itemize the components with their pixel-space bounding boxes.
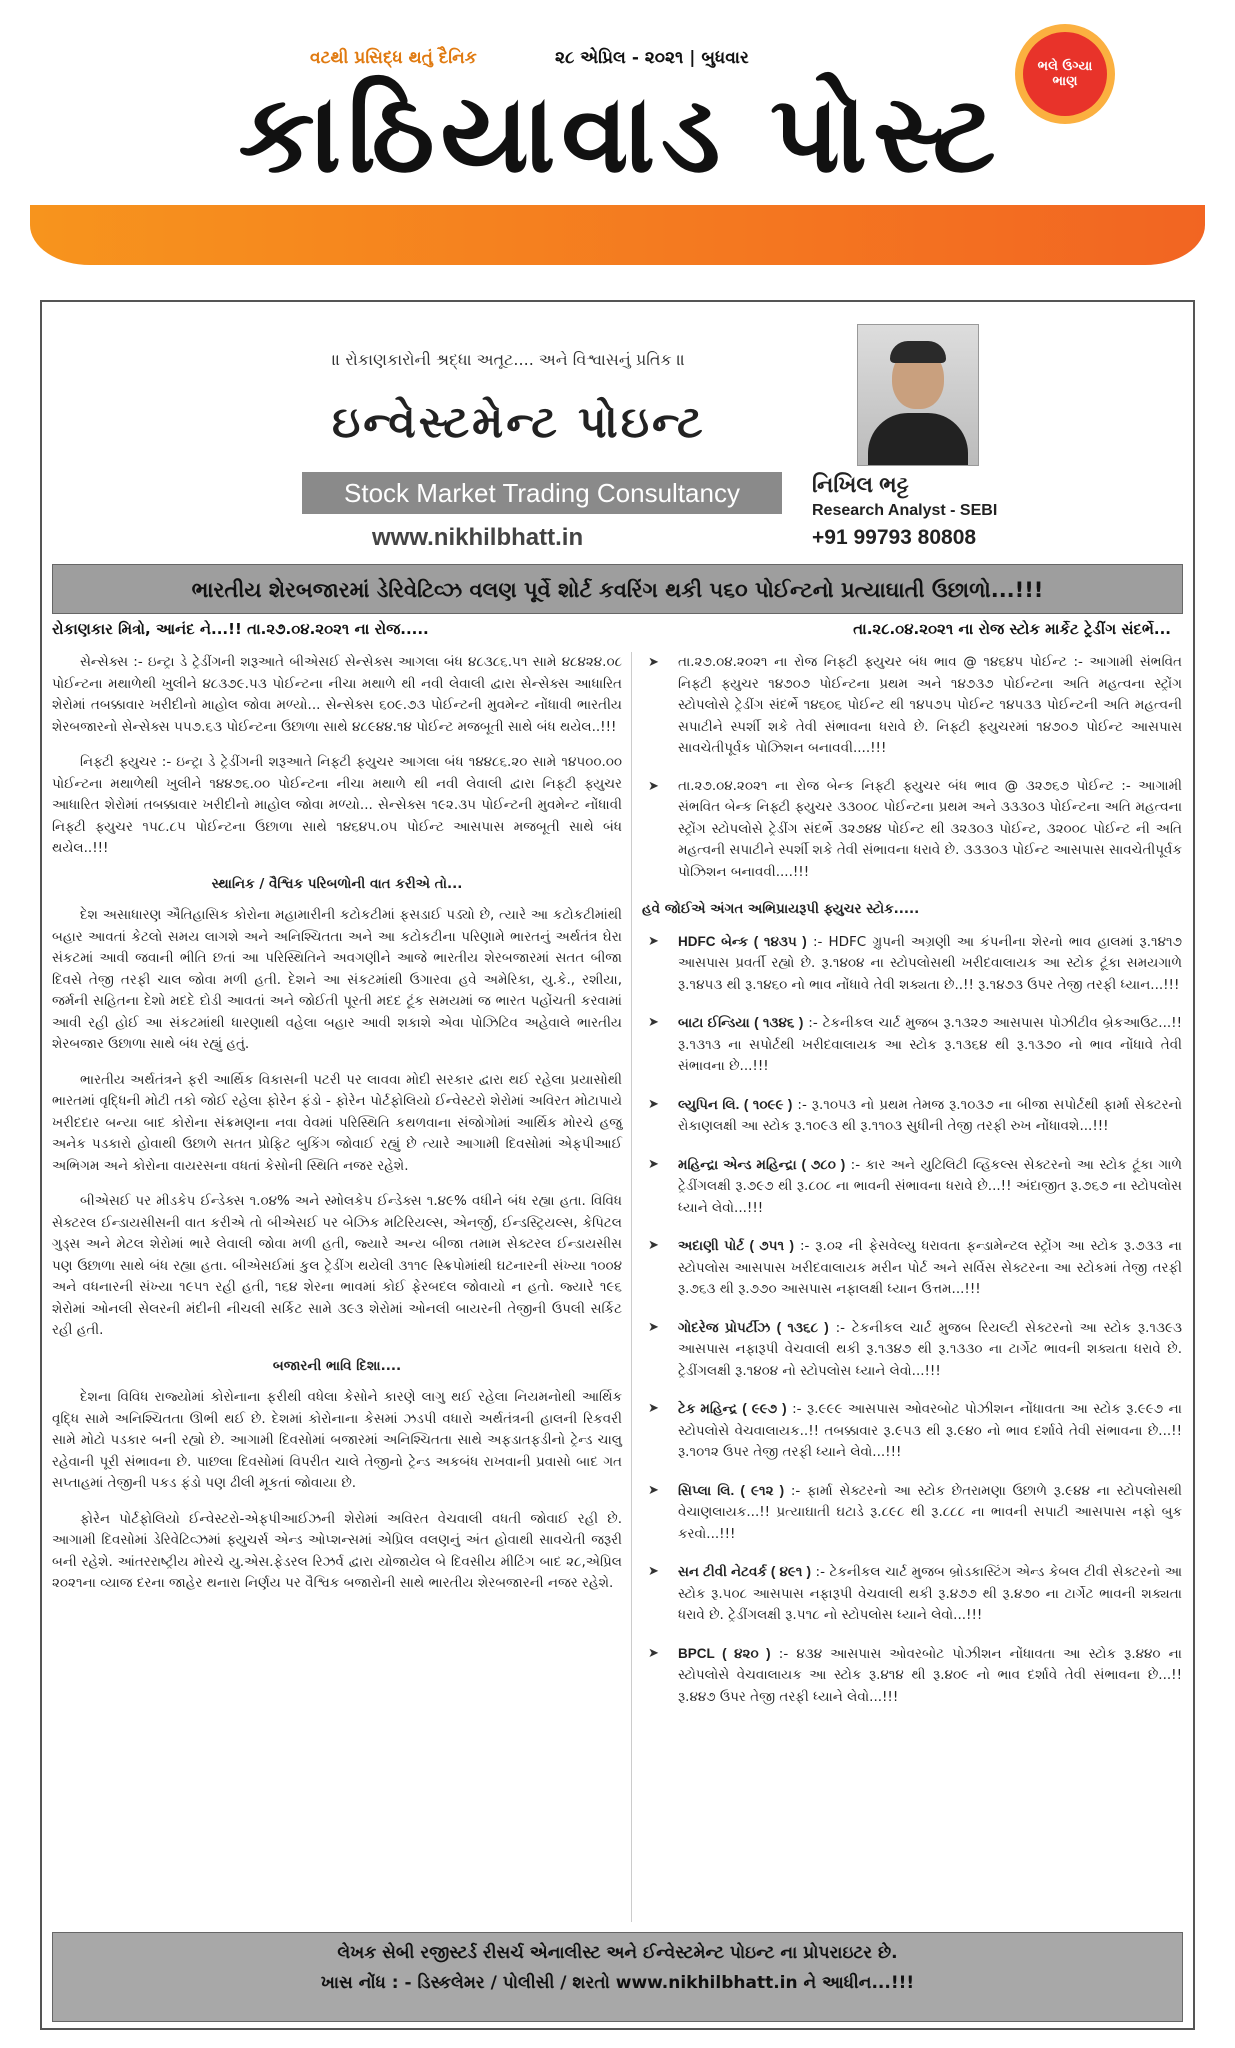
section-heading-stocks: હવે જોઈએ અંગત અભિપ્રાયરૂપી ફ્યુચર સ્ટોક..... [642,901,920,917]
arrow-icon: ➤ [648,778,659,794]
stock-item [642,1480,1182,1546]
paragraph-factors-2: ભારતીય અર્થતંત્રને ફરી આર્થિક વિકાસની પટરી પર લાવવા મોદી સરકાર દ્વારા થઈ રહેલા પ્રયાસોથી ભારતમાં વૃદ્ધિની મોટી તકો જોઈ રહેલા ફોરેન ફંડો - ફોરેન પોર્ટફોલિયો ઈન્વેસ્ટરો શેરોમાં અવિરત મોટાપાયે ખરીદદાર બન્યા બાદ કોરોના સંક્રમણના નવા વેવમાં પરિસ્થિતિ કથળવાના સંજોગોમાં આર્થિક મોરચે હજુ અનેક પડકારો હોવાથી ઉછાળે સતત પ્રોફિટ બુકિંગ જોવાઈ રહ્યું છે ત્યારે આગામી દિવસોમાં એફપીઆઈ અભિગમ અને કોરોના વાયરસના વધતાં કેસોની સ્થિતિ નજર રહેશે. [52,1071,622,1174]
column-divider [631,652,632,1922]
arrow-icon: ➤ [648,1156,659,1172]
stock-item [642,1012,1182,1078]
stock-item [642,1317,1182,1383]
footer-band [52,1932,1183,2022]
stock-text: :- રૂ.૯૯૯ આસપાસ ઓવરબોટ પોઝીશન નોંધાવતા આ સ્ટોક રૂ.૯૯૭ ના સ્ટોપલોસે વેચવાલાયક..!! તબક્કાવાર રૂ.૯૫૩ થી રૂ.૯૪૦ નો ભાવ દર્શાવે તેવી સંભાવના છે...!! રૂ.૧૦૧૨ ઉપર તેજી તરફી ધ્યાને લેવો...!!! [678,1401,1182,1460]
stock-name: ગોદરેજ પ્રોપર્ટીઝ ( ૧૩૬૮ ) [678,1319,829,1335]
stock-name: લ્યુપિન લિ. ( ૧૦૯૯ ) [678,1096,793,1112]
paragraph-nifty: નિફ્ટી ફ્યુચર :- ઇન્ટ્રા ડે ટ્રેડીંગની શરૂઆતે નિફ્ટી ફ્યુચર આગલા બંધ ૧૪૪૮૬.૨૦ સામે ૧૪૫૦૦.૦૦ પોઈન્ટના મથાળેથી ખુલીને ૧૪૪૭૬.૦૦ પોઈન્ટના નીચા મથાળે થી નવી લેવાલી દ્વારા નિફ્ટી ફ્યુચર આધારિત શેરોમાં તબક્કાવાર ખરીદીનો માહોલ જોવા મળ્યો... સેન્સેક્સ ૧૯૨.૩૫ પોઈન્ટની મુવમેન્ટ નોંધાવી નિફ્ટી ફ્યુચર ૧૫૮.૮૫ પોઈન્ટના ઉછાળા સાથે ૧૪૬૪૫.૦૫ પોઈન્ટ આસપાસ મજબૂતી સાથે બંધ થયેલ..!!! [52,754,622,856]
analyst-name: નિખિલ ભટ્ટ [812,472,909,497]
paragraph-factors-1: દેશ અસાધારણ ઐતિહાસિક કોરોના મહામારીની કટોકટીમાં ફસડાઈ પડ્યો છે, ત્યારે આ કટોકટીમાંથી બહાર આવતાં કેટલો સમય લાગશે અને અનિશ્ચિતતા અને આ કટોકટીના પરિણામે ભારતનું અર્થતંત્ર ઘેરા સંકટમાં આવી જવાની ભીતિ છતાં આ પરિસ્થિતિને અવગણીને આજે ભારતીય શેરબજારમાં સતત બીજા દિવસે તેજી તરફી ચાલ જોવા મળી હતી. દેશને આ સંકટમાંથી ઉગારવા હવે અમેરિકા, યુ.કે., રશીયા, જર્મની સહિતના દેશો મદદે દોડી આવતાં અને જોઈતી પૂરતી મદદ ટૂંક સમયમાં જ ભારત પહોંચતી કરવામાં આવી રહી હોઈ આ સંકટમાંથી ધારણાથી વહેલા બહાર આવી શકાશે એવા પોઝિટિવ અહેવાલે ભારતીય શેરબજાર ઉછાળા સાથે બંધ રહ્યું હતું. [52,907,622,1052]
ad-header [42,302,1193,564]
paragraph-outlook-2: ફોરેન પોર્ટફોલિયો ઈન્વેસ્ટરો-એફપીઆઈઝની શેરોમાં અવિરત વેચવાલી વધતી જોવાઈ રહી છે. આગામી દિવસોમાં ડેરિવેટિવ્ઝમાં ફ્યુચર્સ એન્ડ ઓપ્શન્સમાં એપ્રિલ વલણનું અંત હોવાથી સાવચેતી જરૂરી બની રહેશે. આંતરરાષ્ટ્રીય મોરચે યુ.એસ.ફેડરલ રિઝર્વ દ્વારા યોજાયેલ બે દિવસીય મીટિંગ બાદ ૨૮,એપ્રિલ ૨૦૨૧ના વ્યાજ દરના જાહેર થનારા નિર્ણય પર વૈશ્વિક બજારોની સાથે ભારતીય શેરબજારની નજર રહેશે. [52,1510,622,1591]
nifty-future-text: તા.૨૭.૦૪.૨૦૨૧ ના રોજ નિફ્ટી ફ્યુચર બંધ ભાવ @ ૧૪૬૪૫ પોઈન્ટ :- આગામી સંભવિત નિફ્ટી ફ્યુચર ૧૪૭૦૭ પોઈન્ટના પ્રથમ અને ૧૪૭૩૭ પોઈન્ટના અતિ મહત્વના સ્ટ્રોંગ સ્ટોપલોસે ટ્રેડીંગ સંદર્ભે ૧૪૬૦૬ પોઈન્ટ થી ૧૪૫૭૫ પોઈન્ટ ૧૪૫૩૩ પોઈન્ટની અતિ મહત્વની સપાટીને સ્પર્શી શકે તેવી સંભાવના ધરાવે છે. નિફ્ટી ફ્યુચરમાં ૧૪૭૦૭ પોઈન્ટ આસપાસ સાવચેતીપૂર્વક પોઝિશન બનાવવી....!!! [678,654,1182,756]
photo-hair [890,341,946,363]
arrow-icon: ➤ [648,1482,659,1498]
greeting: રોકાણકાર મિત્રો, આનંદ ને...!! તા.૨૭.૦૪.૨૦૨૧ ના રોજ..... [52,620,429,638]
stock-name: અદાણી પોર્ટ ( ૭૫૧ ) [678,1238,795,1253]
stock-item [642,1094,1182,1138]
footer-disclaimer: ખાસ નોંધ : - ડિસ્કલેમર / પોલીસી / શરતો www.nikhilbhatt.in ને આધીન...!!! [320,1973,915,1993]
stock-name: સન ટીવી નેટવર્ક ( ૪૯૧ ) [678,1564,811,1579]
footer-author-note: લેખક સેબી રજીસ્ટર્ડ રીસર્ચ એનાલીસ્ટ અને ઈન્વેસ્ટમેન્ટ પોઇન્ટ ના પ્રોપરાઇટર છે. [337,1943,898,1963]
masthead [0,0,1235,300]
stock-item [642,1154,1182,1220]
stock-name: BPCL ( ૪૨૦ ) [678,1645,771,1661]
ad-motto: ॥ રોકાણકારોની શ્રદ્ધા અતૂટ.... અને વિશ્વાસનું પ્રતિક ॥ [332,350,686,369]
stock-item [642,1561,1182,1627]
masthead-tagline: વટથી પ્રસિદ્ધ થતું દૈનિક [310,48,477,68]
arrow-icon: ➤ [648,1096,659,1112]
paragraph-factors-3: બીએસઈ પર મીડકેપ ઈન્ડેક્સ ૧.૦૪% અને સ્મોલકેપ ઈન્ડેક્સ ૧.૪૯% વધીને બંધ રહ્યા હતા. વિવિધ સેક્ટરલ ઈન્ડાયસીસની વાત કરીએ તો બીએસઈ પર બેઝિક મટિરિયલ્સ, એનર્જી, ઈન્ડસ્ટ્રિયલ્સ, કેપિટલ ગુડ્સ અને મેટલ શેરોમાં ભારે લેવાલી જોવા મળી હતી, જ્યારે અન્ય બીજા તમામ સેક્ટરલ ઈન્ડાયસીસ પણ ઉછાળા સાથે બંધ રહ્યા હતા. બીએસઈમાં કુલ ટ્રેડીંગ થયેલી ૩૧૧૯ સ્ક્રિપોમાંથી ઘટનારની સંખ્યા ૧૦૦૪ અને વધનારની સંખ્યા ૧૯૫૧ રહી હતી, ૧૬૪ શેરના ભાવમાં કોઈ ફેરબદલ જોવાયો ન હતો. જ્યારે ૧૯૬ શેરોમાં ઓનલી સેલરની મંદીની નીચલી સર્કિટ સામે ૩૯૩ શેરોમાં ઓનલી બાયરની તેજીની ઉપલી સર્કિટ રહી હતી. [52,1193,622,1338]
stock-text: :- ટેકનીકલ ચાર્ટ મુજબ રિયલ્ટી સેક્ટરનો આ સ્ટોક રૂ.૧૩૯૩ આસપાસ નફારૂપી વેચવાલી થકી રૂ.૧૩૪૭ થી રૂ.૧૩૩૦ ના ટાર્ગેટ ભાવની શક્યતા ધરાવે છે. ટ્રેડીંગલક્ષી રૂ.૧૪૦૪ નો સ્ટોપલોસ ધ્યાને લેવો...!!! [678,1319,1182,1379]
stock-name: સિપ્લા લિ. ( ૯૧૨ ) [678,1482,785,1498]
advertorial-frame [40,300,1195,2030]
masthead-orange-band [30,205,1205,265]
section-heading-outlook: બજારની ભાવિ દિશા.... [272,1357,402,1374]
arrow-icon: ➤ [648,1319,659,1335]
arrow-icon: ➤ [648,933,659,949]
stock-text: :- રૂ.૦૨ ની ફેસવેલ્યુ ધરાવતા ફન્ડામેન્ટલ સ્ટ્રોંગ આ સ્ટોક રૂ.૭૩૩ ના સ્ટોપલોસ આસપાસ ખરીદવાલાયક મરીન પોર્ટ અને સર્વિસ સેક્ટરના આ સ્ટોકમાં તેજી તરફી રૂ.૭૬૩ થી રૂ.૭૭૦ આસપાસ નફાલક્ષી ધ્યાન ઉત્તમ...!!! [678,1238,1182,1297]
stock-item [642,1643,1182,1709]
analyst-photo [857,324,979,466]
right-intro: તા.૨૮.૦૪.૨૦૨૧ ના રોજ સ્ટોક માર્કેટ ટ્રેડીંગ સંદર્ભે... [853,620,1171,638]
photo-body [868,413,968,465]
analyst-phone[interactable]: +91 99793 80808 [812,526,977,549]
masthead-date: ૨૮ એપ્રિલ - ૨૦૨૧ | બુધવાર [555,48,749,68]
stock-name: મહિન્દ્રા એન્ડ મહિન્દ્રા ( ૭૮૦ ) [678,1156,846,1172]
arrow-icon: ➤ [648,1645,659,1661]
stock-name: ટેક મહિન્દ્ર ( ૯૯૭ ) [678,1401,787,1416]
analyst-role: Research Analyst - SEBI [812,502,998,519]
left-column [52,652,622,1609]
paragraph-sensex: સેન્સેક્સ :- ઇન્ટ્રા ડે ટ્રેડીંગની શરૂઆતે બીએસઈ સેન્સેક્સ આગલા બંધ ૪૮૩૮૬.૫૧ સામે ૪૮૪૨૪.૦૮ પોઈન્ટના મથાળેથી ખુલીને ૪૮૩૭૯.૫૩ પોઈન્ટના નીચા મથાળે થી નવી લેવાલી દ્વારા સેન્સેક્સ આધારિત શેરોમાં તબક્કાવાર ખરીદીનો માહોલ જોવા મળ્યો... સેન્સેક્સ ૬૦૯.૭૩ પોઈન્ટની મુવમેન્ટ નોંધાવી ભારતીય શેરબજારનો સેન્સેક્સ ૫૫૭.૬૩ પોઈન્ટના ઉછાળા સાથે ૪૮૯૪૪.૧૪ પોઈન્ટ મજબૂતી સાથે બંધ થયેલ..!!! [52,654,622,735]
arrow-icon: ➤ [648,1238,659,1253]
bank-nifty-item [642,776,1182,884]
stock-name: બાટા ઈન્ડિયા ( ૧૩૪૬ ) [678,1015,804,1030]
arrow-icon: ➤ [648,655,659,670]
stock-item [642,1235,1182,1301]
stock-text: :- કાર અને યુટિલિટી વ્હિકલ્સ સેક્ટરનો આ સ્ટોક ટૂંકા ગાળે ટ્રેડીંગલક્ષી રૂ.૭૯૭ થી રૂ.૮૦૮ ના ભાવની સંભાવના ધરાવે છે...!! અંદાજીત રૂ.૭૬૭ ના સ્ટોપલોસ ધ્યાને લેવો...!!! [678,1156,1183,1216]
arrow-icon: ➤ [648,1401,659,1416]
ad-website-link[interactable]: www.nikhilbhatt.in [372,524,584,551]
stock-item [642,931,1182,997]
section-heading-factors: સ્થાનિક / વૈશ્વિક પરિબળોની વાત કરીએ તો... [211,875,463,892]
paragraph-outlook-1: દેશના વિવિધ રાજ્યોમાં કોરોનાના ફરીથી વધેલા કેસોને કારણે લાગુ થઈ રહેલા નિયમનોથી આર્થિક વૃદ્ધિ સામે અનિશ્ચિતતા ઊભી થઈ છે. દેશમાં કોરોનાના કેસમાં ઝડપી વધારો અર્થતંત્રની હાલની રિકવરી સામે મોટો પડકાર બની રહ્યો છે. આગામી દિવસોમાં બજારમાં અનિશ્ચિતતા સાથે અફડાતફડીનો ટ્રેન્ડ ચાલુ રહેવાની પૂરી સંભાવના છે. પાછલા દિવસોમાં વિપરીત ચાલે તેજીનો ટ્રેન્ડ અકબંધ રાખવાની પ્રવાસો બાદ ગત સપ્તાહમાં તેજીની પકડ ફંડો પણ ઢીલી મૂકતાં જોવાયા છે. [52,1389,622,1491]
stock-text: :- ૪૩૪ આસપાસ ઓવરબોટ પોઝીશન નોંધાવતા આ સ્ટોક રૂ.૪૪૦ ના સ્ટોપલોસે વેચવાલાયક આ સ્ટોક રૂ.૪૧૪ થી રૂ.૪૦૯ નો ભાવ દર્શાવે તેવી સંભાવના છે...!! રૂ.૪૪૭ ઉપર તેજી તરફી ધ્યાને લેવો...!!! [678,1645,1182,1705]
stock-text: :- ફાર્મા સેક્ટરનો આ સ્ટોક છેતરામણા ઉછાળે રૂ.૯૪૪ ના સ્ટોપલોસથી વેચાણલાયક...!! પ્રત્યાઘાતી ઘટાડે રૂ.૮૯૮ થી રૂ.૮૮૮ ના ભાવની સપાટી આસપાસ નફો બુક કરવો...!!! [678,1482,1182,1542]
stock-text: :- HDFC ગ્રુપની અગ્રણી આ કંપનીના શેરનો ભાવ હાલમાં રૂ.૧૪૧૭ આસપાસ પ્રવર્તી રહ્યો છે. રૂ.૧૪૦૪ ના સ્ટોપલોસથી ખરીદવાલાયક આ સ્ટોક ટૂંકા સમયગાળે રૂ.૧૪૫૩ થી રૂ.૧૪૬૦ નો ભાવ નોંધાવે તેવી શક્યતા છે..!! રૂ.૧૪૭૩ ઉપર તેજી તરફી ધ્યાન...!!! [678,933,1183,993]
analyst-info [812,472,997,550]
ad-consultancy: Stock Market Trading Consultancy [302,472,782,514]
article-headline: ભારતીય શેરબજારમાં ડેરિવેટિવ્ઝ વલણ પૂર્વે શોર્ટ કવરિંગ થકી ૫૬૦ પોઈન્ટનો પ્રત્યાઘાતી ઉછાળો...!!! [52,564,1183,614]
newspaper-title: કાઠિયાવાડ પોસ્ટ [238,72,1002,197]
arrow-icon: ➤ [648,1564,659,1579]
nifty-future-item [642,652,1182,760]
stock-item [642,1398,1182,1464]
stock-list [642,931,1182,1709]
stock-text: :- રૂ.૧૦૫૩ નો પ્રથમ તેમજ રૂ.૧૦૩૭ ના બીજા સપોર્ટથી ફાર્મા સેક્ટરનો રોકાણલક્ષી આ સ્ટોક રૂ.૧૦૯૩ થી રૂ.૧૧૦૩ સુધીની તેજી તરફી રુખ નોંધાવશે...!!! [678,1096,1182,1134]
stock-name: HDFC બેન્ક ( ૧૪૩૫ ) [678,933,807,949]
sun-text-1: ભલે ઉગ્યા [1037,59,1093,74]
stock-text: :- ટેકનીકલ ચાર્ટ મુજબ બ્રોડકાસ્ટિંગ એન્ડ કેબલ ટીવી સેક્ટરનો આ સ્ટોક રૂ.૫૦૮ આસપાસ નફારૂપી વેચવાલી થકી રૂ.૪૭૭ થી રૂ.૪૭૦ ના ટાર્ગેટ ભાવની શક્યતા ધરાવે છે. ટ્રેડીંગલક્ષી રૂ.૫૧૮ નો સ્ટોપલોસ ધ્યાને લેવો...!!! [678,1564,1183,1623]
right-column [642,652,1182,1724]
stock-text: :- ટેકનીકલ ચાર્ટ મુજબ રૂ.૧૩૨૭ આસપાસ પોઝીટીવ બ્રેકઆઉટ...!! રૂ.૧૩૧૩ ના સપોર્ટથી ખરીદવાલાયક આ સ્ટોક રૂ.૧૩૬૪ થી રૂ.૧૩૭૦ નો ભાવ નોંધાવે તેવી સંભાવના છે...!!! [678,1015,1183,1074]
sun-text-2: ભાણ [1052,74,1078,89]
ad-brand: ઇન્વેસ્ટમેન્ટ પોઇન્ટ [332,397,706,448]
arrow-icon: ➤ [648,1015,659,1030]
bank-nifty-text: તા.૨૭.૦૪.૨૦૨૧ ના રોજ બેન્ક નિફ્ટી ફ્યુચર બંધ ભાવ @ ૩૨૭૬૭ પોઈન્ટ :- આગામી સંભવિત બેન્ક નિફ્ટી ફ્યુચર ૩૩૦૦૮ પોઈન્ટના પ્રથમ અને ૩૩૩૦૩ પોઈન્ટના અતિ મહત્વના સ્ટ્રોંગ સ્ટોપલોસે ટ્રેડીંગ સંદર્ભે ૩૨૭૪૪ પોઈન્ટ થી ૩૨૩૦૩ પોઈન્ટ, ૩૨૦૦૮ પોઈન્ટ ની અતિ મહત્વની સપાટીને સ્પર્શી શકે તેવી સંભાવના ધરાવે છે. ૩૩૩૦૩ પોઈન્ટ આસપાસ સાવચેતીપૂર્વક પોઝિશન બનાવવી....!!! [678,777,1182,880]
